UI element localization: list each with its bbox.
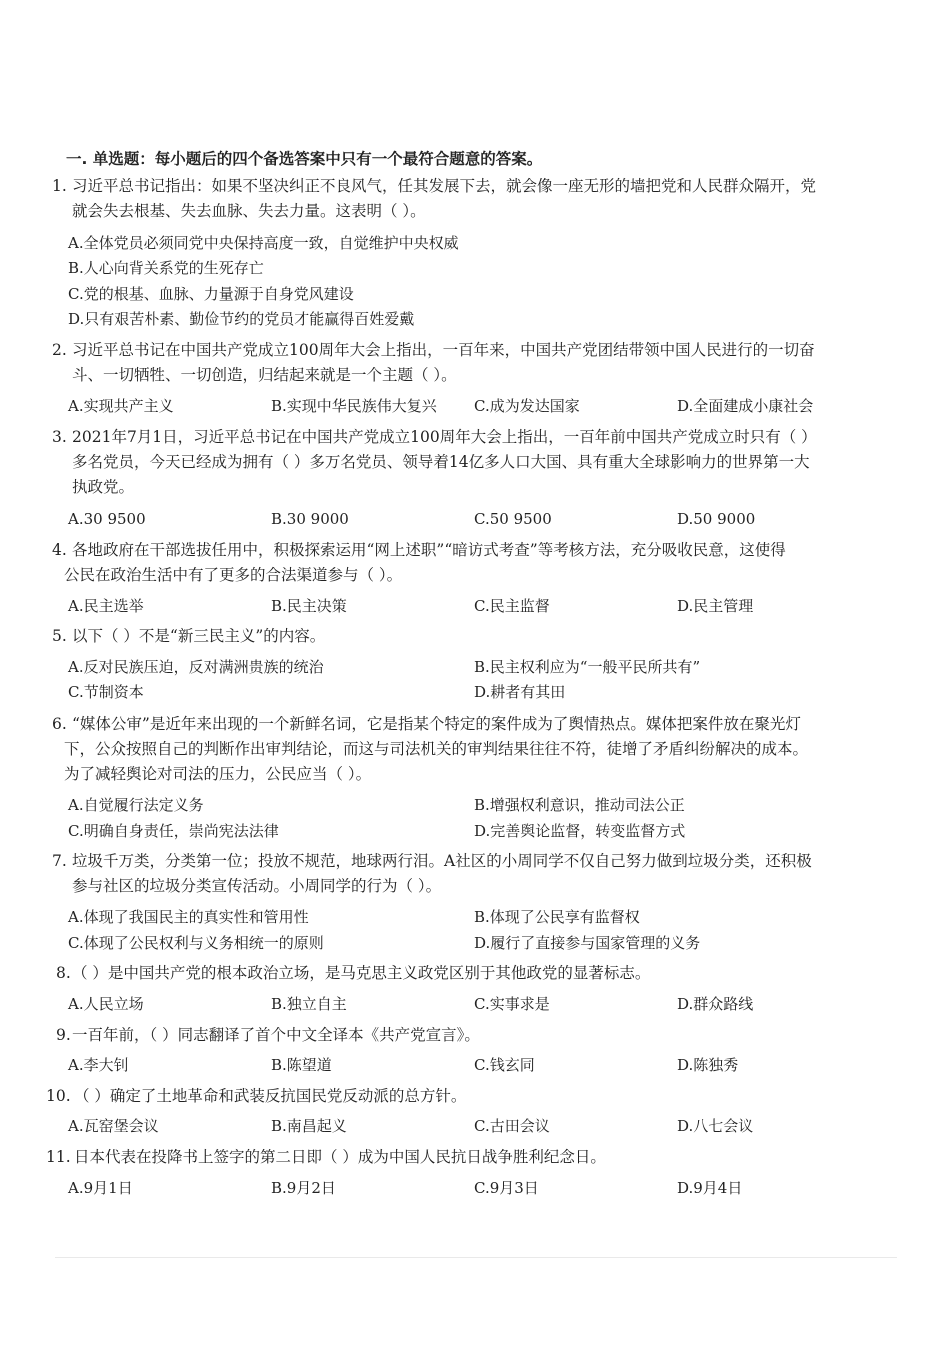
question-4 <box>52 538 882 588</box>
question-3 <box>52 425 882 500</box>
question-text-line: 下，公众按照自己的判断作出审判结论，而这与司法机关的审判结果往往不符，徒增了矛盾纠纷解决的成本。 <box>64 740 809 758</box>
question-number: 11. <box>46 1148 71 1166</box>
option-a[interactable]: A.反对民族压迫，反对满洲贵族的统治 <box>68 658 324 676</box>
question-stem <box>52 538 882 588</box>
question-stem <box>52 624 882 649</box>
option-c[interactable]: C.成为发达国家 <box>474 397 580 415</box>
question-text-line: 为了减轻舆论对司法的压力，公民应当（ ）。 <box>64 765 372 783</box>
question-number: 3. <box>52 428 67 446</box>
question-text-line: 公民在政治生活中有了更多的合法渠道参与（ ）。 <box>64 566 403 584</box>
option-a[interactable]: A.全体党员必须同党中央保持高度一致，自觉维护中央权威 <box>68 234 459 252</box>
page-divider <box>55 1257 897 1258</box>
question-text-line: （ ）是中国共产党的根本政治立场，是马克思主义政党区别于其他政党的显著标志。 <box>72 964 651 982</box>
question-stem <box>52 849 882 899</box>
question-number: 4. <box>52 541 67 559</box>
option-d[interactable]: D.全面建成小康社会 <box>677 397 814 415</box>
option-c[interactable]: C.古田会议 <box>474 1117 550 1135</box>
option-a[interactable]: A.体现了我国民主的真实性和管用性 <box>68 908 309 926</box>
option-b[interactable]: B.民主决策 <box>271 597 347 615</box>
option-a[interactable]: A.人民立场 <box>68 995 144 1013</box>
option-b[interactable]: B.9月2日 <box>271 1179 336 1197</box>
option-b[interactable]: B.增强权利意识，推动司法公正 <box>474 796 685 814</box>
question-stem <box>52 338 882 388</box>
option-d[interactable]: D.履行了直接参与国家管理的义务 <box>474 934 701 952</box>
question-stem <box>46 1145 876 1170</box>
option-c[interactable]: C.50 9500 <box>474 510 552 528</box>
question-number: 10. <box>46 1087 71 1105</box>
option-d[interactable]: D.9月4日 <box>677 1179 743 1197</box>
question-text-line: 以下（ ）不是“新三民主义”的内容。 <box>72 627 326 645</box>
question-number: 7. <box>52 852 67 870</box>
question-text-line: 各地政府在干部选拔任用中，积极探索运用“网上述职”“暗访式考查”等考核方法，充分吸收民意，这使得 <box>72 541 786 559</box>
option-a[interactable]: A.自觉履行法定义务 <box>68 796 204 814</box>
question-number: 8. <box>56 964 71 982</box>
question-stem <box>46 1084 876 1109</box>
question-text-line: 日本代表在投降书上签字的第二日即（ ）成为中国人民抗日战争胜利纪念日。 <box>74 1148 606 1166</box>
question-text-line: 一百年前，（ ）同志翻译了首个中文全译本《共产党宣言》。 <box>72 1026 480 1044</box>
question-stem <box>56 1023 886 1048</box>
option-c[interactable]: C.节制资本 <box>68 683 144 701</box>
option-c[interactable]: C.明确自身责任，崇尚宪法法律 <box>68 822 279 840</box>
question-stem <box>56 961 886 986</box>
question-number: 9. <box>56 1026 71 1044</box>
question-2 <box>52 338 882 388</box>
question-number: 5. <box>52 627 67 645</box>
question-number: 6. <box>52 715 67 733</box>
option-b[interactable]: B.陈望道 <box>271 1056 332 1074</box>
option-a[interactable]: A.瓦窑堡会议 <box>68 1117 159 1135</box>
option-d[interactable]: D.群众路线 <box>677 995 754 1013</box>
option-b[interactable]: B.南昌起义 <box>271 1117 347 1135</box>
question-10 <box>46 1084 876 1109</box>
option-d[interactable]: D.陈独秀 <box>677 1056 739 1074</box>
option-d[interactable]: D.50 9000 <box>677 510 756 528</box>
option-b[interactable]: B.体现了公民享有监督权 <box>474 908 640 926</box>
option-d[interactable]: D.民主管理 <box>677 597 754 615</box>
option-b[interactable]: B.实现中华民族伟大复兴 <box>271 397 437 415</box>
question-text-line: （ ）确定了土地革命和武装反抗国民党反动派的总方针。 <box>74 1087 467 1105</box>
question-text-line: 就会失去根基、失去血脉、失去力量。这表明（ ）。 <box>72 202 426 220</box>
question-stem <box>52 425 882 500</box>
question-text-line: 2021年7月1日，习近平总书记在中国共产党成立100周年大会上指出，一百年前中国共产党成立时只有（ ） <box>72 428 817 446</box>
option-d[interactable]: D.耕者有其田 <box>474 683 566 701</box>
question-text-line: 参与社区的垃圾分类宣传活动。小周同学的行为（ ）。 <box>72 877 442 895</box>
question-11 <box>46 1145 876 1170</box>
option-b[interactable]: B.独立自主 <box>271 995 347 1013</box>
question-stem <box>52 174 882 224</box>
question-text-line: 多名党员，今天已经成为拥有（ ）多万名党员、领导着14亿多人口大国、具有重大全球影响力的世界第一大 <box>72 453 810 471</box>
option-b[interactable]: B.30 9000 <box>271 510 349 528</box>
option-a[interactable]: A.30 9500 <box>68 510 146 528</box>
question-text-line: 斗、一切牺牲、一切创造，归结起来就是一个主题（ ）。 <box>72 366 457 384</box>
option-c[interactable]: C.民主监督 <box>474 597 550 615</box>
option-c[interactable]: C.钱玄同 <box>474 1056 535 1074</box>
question-stem <box>52 712 882 787</box>
option-a[interactable]: A.民主选举 <box>68 597 144 615</box>
option-b[interactable]: B.人心向背关系党的生死存亡 <box>68 259 264 277</box>
question-8 <box>56 961 886 986</box>
question-number: 1. <box>52 177 67 195</box>
option-c[interactable]: C.体现了公民权利与义务相统一的原则 <box>68 934 324 952</box>
option-a[interactable]: A.实现共产主义 <box>68 397 174 415</box>
question-6 <box>52 712 882 787</box>
question-text-line: 习近平总书记在中国共产党成立100周年大会上指出，一百年来，中国共产党团结带领中国人民进行的一切奋 <box>72 341 815 359</box>
question-number: 2. <box>52 341 67 359</box>
option-c[interactable]: C.实事求是 <box>474 995 550 1013</box>
option-c[interactable]: C.9月3日 <box>474 1179 539 1197</box>
question-1 <box>52 174 882 224</box>
option-d[interactable]: D.八七会议 <box>677 1117 754 1135</box>
option-b[interactable]: B.民主权利应为“一般平民所共有” <box>474 658 701 676</box>
question-5 <box>52 624 882 649</box>
question-9 <box>56 1023 886 1048</box>
option-a[interactable]: A.李大钊 <box>68 1056 129 1074</box>
option-d[interactable]: D.完善舆论监督，转变监督方式 <box>474 822 686 840</box>
option-a[interactable]: A.9月1日 <box>68 1179 133 1197</box>
question-text-line: 习近平总书记指出：如果不坚决纠正不良风气，任其发展下去，就会像一座无形的墙把党和人民群众隔开，党 <box>72 177 817 195</box>
option-c[interactable]: C.党的根基、血脉、力量源于自身党风建设 <box>68 285 354 303</box>
question-7 <box>52 849 882 899</box>
question-text-line: “媒体公审”是近年来出现的一个新鲜名词，它是指某个特定的案件成为了舆情热点。媒体把案件放在聚光灯 <box>72 715 801 733</box>
option-d[interactable]: D.只有艰苦朴素、勤俭节约的党员才能赢得百姓爱戴 <box>68 310 415 328</box>
question-text-line: 执政党。 <box>72 478 135 496</box>
section-title: 一. 单选题：每小题后的四个备选答案中只有一个最符合题意的答案。 <box>66 150 543 168</box>
question-text-line: 垃圾千万类，分类第一位；投放不规范，地球两行泪。A社区的小周同学不仅自己努力做到垃圾分类，还积极 <box>72 852 812 870</box>
